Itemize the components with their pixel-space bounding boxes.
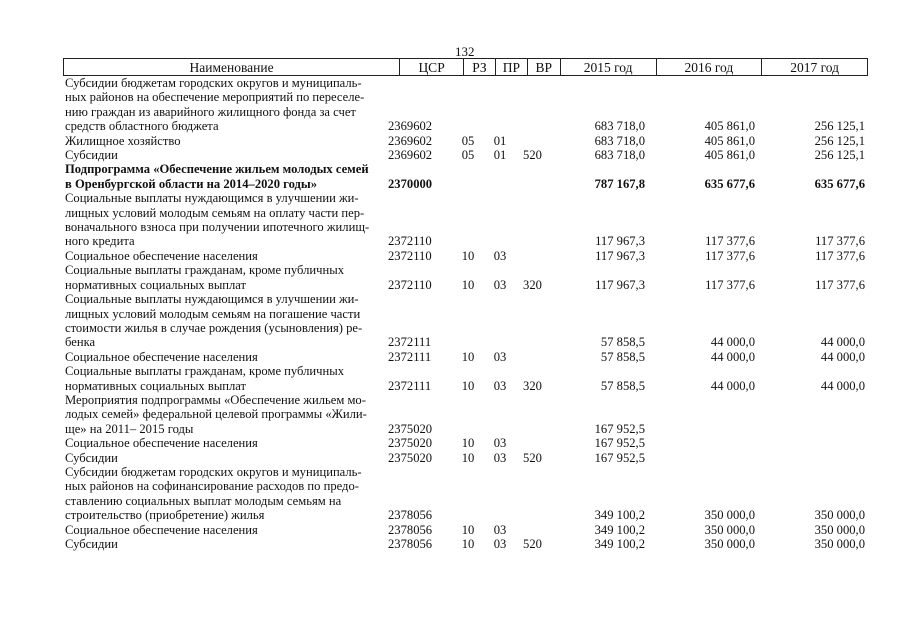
row-2017: 350 000,0 bbox=[814, 508, 865, 523]
row-2016: 635 677,6 bbox=[704, 176, 755, 191]
row-pr: 01 bbox=[493, 133, 507, 148]
page-number: 132 bbox=[455, 44, 475, 59]
row-pr: 03 bbox=[493, 277, 507, 292]
row-name: Субсидии bbox=[65, 450, 118, 465]
row-rz bbox=[452, 335, 484, 349]
row-2015: 57 858,5 bbox=[600, 335, 645, 350]
row-name: Социальные выплаты нуждающимся в улучшении жи- лищных условий молодым семьям на оплату части пер- воначального взноса при получении ипотечного жилищ- ного кредита bbox=[65, 191, 370, 249]
row-2017 bbox=[760, 436, 868, 450]
row-csr: 2375020 bbox=[388, 450, 433, 465]
row-2017: 635 677,6 bbox=[814, 176, 865, 191]
row-name: Социальное обеспечение населения bbox=[65, 522, 258, 537]
row-2017: 350 000,0 bbox=[814, 537, 865, 551]
row-vr bbox=[516, 119, 549, 133]
table-body bbox=[63, 76, 868, 551]
row-vr bbox=[516, 177, 549, 191]
budget-table bbox=[63, 58, 868, 551]
row-csr: 2372111 bbox=[388, 378, 432, 393]
header-rz: РЗ bbox=[464, 59, 496, 75]
row-2015: 117 967,3 bbox=[595, 277, 645, 292]
row-name: Субсидии бюджетам городских округов и муниципаль- ных районов на софинансирование расходов по предо- ставлению социальных выплат молодым семьям на строительство (приобретение) жилья bbox=[65, 464, 362, 523]
row-name: Субсидии bbox=[65, 537, 118, 551]
row-2015: 117 967,3 bbox=[595, 234, 645, 249]
row-vr bbox=[516, 422, 549, 436]
row-pr: 03 bbox=[493, 522, 507, 537]
row-2016 bbox=[649, 436, 760, 450]
header-csr: ЦСР bbox=[400, 59, 464, 75]
row-rz: 10 bbox=[461, 349, 475, 364]
table-row bbox=[63, 523, 868, 537]
table-row bbox=[63, 537, 868, 551]
row-name: Социальные выплаты нуждающимся в улучшении жи- лищных условий молодым семьям на погашение части стоимости жилья в случае рождения (усыновления) ре- бенка bbox=[65, 292, 363, 350]
row-name: Социальное обеспечение населения bbox=[65, 349, 258, 364]
table-row bbox=[63, 76, 868, 134]
row-vr bbox=[516, 134, 549, 148]
row-pr: 03 bbox=[493, 450, 507, 465]
table-row bbox=[63, 292, 868, 350]
row-name: Жилищное хозяйство bbox=[65, 133, 181, 148]
row-name: Социальное обеспечение населения bbox=[65, 436, 258, 451]
row-name: Мероприятия подпрограммы «Обеспечение жильем мо- лодых семей» федеральной целевой программы «Жили- ще» на 2011– 2015 годы bbox=[65, 392, 367, 436]
row-2015: 349 100,2 bbox=[594, 522, 645, 537]
row-vr bbox=[516, 436, 549, 450]
row-csr: 2372110 bbox=[388, 248, 432, 263]
row-csr: 2369602 bbox=[388, 119, 433, 134]
row-2015: 787 167,8 bbox=[594, 176, 645, 191]
table-row bbox=[63, 436, 868, 450]
row-vr: 320 bbox=[523, 277, 542, 292]
row-2017: 256 125,1 bbox=[814, 133, 865, 148]
row-csr: 2372111 bbox=[388, 335, 432, 350]
row-pr bbox=[484, 177, 516, 191]
table-row bbox=[63, 249, 868, 263]
row-rz bbox=[452, 234, 484, 248]
row-2015: 167 952,5 bbox=[594, 450, 645, 465]
row-2016: 44 000,0 bbox=[710, 335, 755, 350]
row-pr bbox=[484, 234, 516, 248]
row-vr: 520 bbox=[523, 450, 542, 465]
row-csr: 2372110 bbox=[388, 277, 432, 292]
row-2017: 44 000,0 bbox=[820, 349, 865, 364]
row-rz: 10 bbox=[461, 436, 475, 451]
row-rz: 05 bbox=[461, 148, 475, 163]
row-2016: 405 861,0 bbox=[704, 148, 755, 163]
row-vr bbox=[516, 350, 549, 364]
row-2016 bbox=[649, 422, 760, 436]
row-vr: 320 bbox=[523, 378, 542, 393]
header-2015: 2015 год bbox=[561, 59, 657, 75]
row-2016: 117 377,6 bbox=[705, 234, 755, 249]
row-2016: 350 000,0 bbox=[704, 522, 755, 537]
row-rz bbox=[452, 177, 484, 191]
row-2015: 683 718,0 bbox=[594, 119, 645, 134]
row-pr: 03 bbox=[493, 349, 507, 364]
row-csr: 2378056 bbox=[388, 522, 433, 537]
row-2017: 117 377,6 bbox=[815, 234, 865, 249]
row-name: Социальные выплаты гражданам, кроме публичных нормативных социальных выплат bbox=[65, 263, 344, 292]
table-row bbox=[63, 393, 868, 436]
row-2015: 349 100,2 bbox=[594, 508, 645, 523]
row-2016: 405 861,0 bbox=[704, 133, 755, 148]
row-name: Социальное обеспечение населения bbox=[65, 248, 258, 263]
row-pr bbox=[484, 119, 516, 133]
row-2017: 44 000,0 bbox=[820, 378, 865, 393]
row-vr: 520 bbox=[523, 148, 542, 163]
row-pr bbox=[484, 508, 516, 522]
row-name: Субсидии bbox=[65, 148, 118, 163]
row-pr: 03 bbox=[493, 378, 507, 393]
row-2016: 44 000,0 bbox=[710, 378, 755, 393]
row-rz: 10 bbox=[461, 248, 475, 263]
row-2016: 405 861,0 bbox=[704, 119, 755, 134]
row-vr bbox=[516, 508, 549, 522]
row-2016: 117 377,6 bbox=[705, 277, 755, 292]
row-pr bbox=[484, 422, 516, 436]
row-2015: 57 858,5 bbox=[600, 378, 645, 393]
header-vr: ВР bbox=[528, 59, 561, 75]
table-row bbox=[63, 465, 868, 523]
row-2015: 167 952,5 bbox=[594, 421, 645, 436]
row-vr: 520 bbox=[523, 537, 542, 551]
row-pr: 03 bbox=[493, 436, 507, 451]
row-pr: 03 bbox=[493, 537, 507, 551]
row-2016 bbox=[649, 451, 760, 465]
header-2016: 2016 год bbox=[657, 59, 763, 75]
table-row bbox=[63, 350, 868, 364]
table-row bbox=[63, 162, 868, 191]
row-2017: 117 377,6 bbox=[815, 248, 865, 263]
row-vr bbox=[516, 523, 549, 537]
row-csr: 2375020 bbox=[388, 436, 433, 451]
row-csr: 2372110 bbox=[388, 234, 432, 249]
table-row bbox=[63, 263, 868, 292]
row-vr bbox=[516, 234, 549, 248]
row-name: Социальные выплаты гражданам, кроме публичных нормативных социальных выплат bbox=[65, 364, 344, 393]
row-2015: 57 858,5 bbox=[600, 349, 645, 364]
header-pr: ПР bbox=[496, 59, 528, 75]
row-name: Подпрограмма «Обеспечение жильем молодых семей в Оренбургской области на 2014–2020 годы» bbox=[65, 162, 369, 191]
row-2015: 167 952,5 bbox=[594, 436, 645, 451]
row-csr: 2378056 bbox=[388, 537, 433, 551]
row-rz: 05 bbox=[461, 133, 475, 148]
row-2015: 683 718,0 bbox=[594, 148, 645, 163]
header-2017: 2017 год bbox=[790, 60, 840, 75]
row-2017: 350 000,0 bbox=[814, 522, 865, 537]
row-pr: 01 bbox=[493, 148, 507, 163]
row-2016: 44 000,0 bbox=[710, 349, 755, 364]
row-rz: 10 bbox=[461, 537, 475, 551]
row-rz: 10 bbox=[461, 450, 475, 465]
row-2016: 117 377,6 bbox=[705, 248, 755, 263]
table-row bbox=[63, 148, 868, 162]
row-csr: 2369602 bbox=[388, 148, 433, 163]
row-pr bbox=[484, 335, 516, 349]
row-2015: 349 100,2 bbox=[594, 537, 645, 551]
row-2015: 117 967,3 bbox=[595, 248, 645, 263]
table-header bbox=[63, 58, 868, 76]
row-rz: 10 bbox=[461, 378, 475, 393]
row-csr: 2370000 bbox=[388, 176, 433, 191]
row-2017: 256 125,1 bbox=[814, 119, 865, 134]
table-row bbox=[63, 191, 868, 249]
header-name: Наименование bbox=[64, 59, 400, 75]
row-csr: 2372111 bbox=[388, 349, 432, 364]
row-csr: 2375020 bbox=[388, 421, 433, 436]
row-rz: 10 bbox=[461, 277, 475, 292]
row-2016: 350 000,0 bbox=[704, 537, 755, 551]
row-rz bbox=[452, 119, 484, 133]
row-2017: 44 000,0 bbox=[820, 335, 865, 350]
row-2017: 117 377,6 bbox=[815, 277, 865, 292]
row-2017 bbox=[760, 422, 868, 436]
row-vr bbox=[516, 335, 549, 349]
row-vr bbox=[516, 249, 549, 263]
row-2017 bbox=[760, 451, 868, 465]
row-name: Субсидии бюджетам городских округов и муниципаль- ных районов на обеспечение мероприятий по переселе- нию граждан из аварийного жилищного фонда за счет средств областного бюджета bbox=[65, 76, 365, 134]
row-rz: 10 bbox=[461, 522, 475, 537]
row-csr: 2369602 bbox=[388, 133, 433, 148]
row-csr: 2378056 bbox=[388, 508, 433, 523]
row-2016: 350 000,0 bbox=[704, 508, 755, 523]
row-pr: 03 bbox=[493, 248, 507, 263]
row-rz bbox=[452, 508, 484, 522]
table-row bbox=[63, 451, 868, 465]
table-row bbox=[63, 134, 868, 148]
table-row bbox=[63, 364, 868, 393]
row-2015: 683 718,0 bbox=[594, 133, 645, 148]
row-rz bbox=[452, 422, 484, 436]
row-2017: 256 125,1 bbox=[814, 148, 865, 163]
